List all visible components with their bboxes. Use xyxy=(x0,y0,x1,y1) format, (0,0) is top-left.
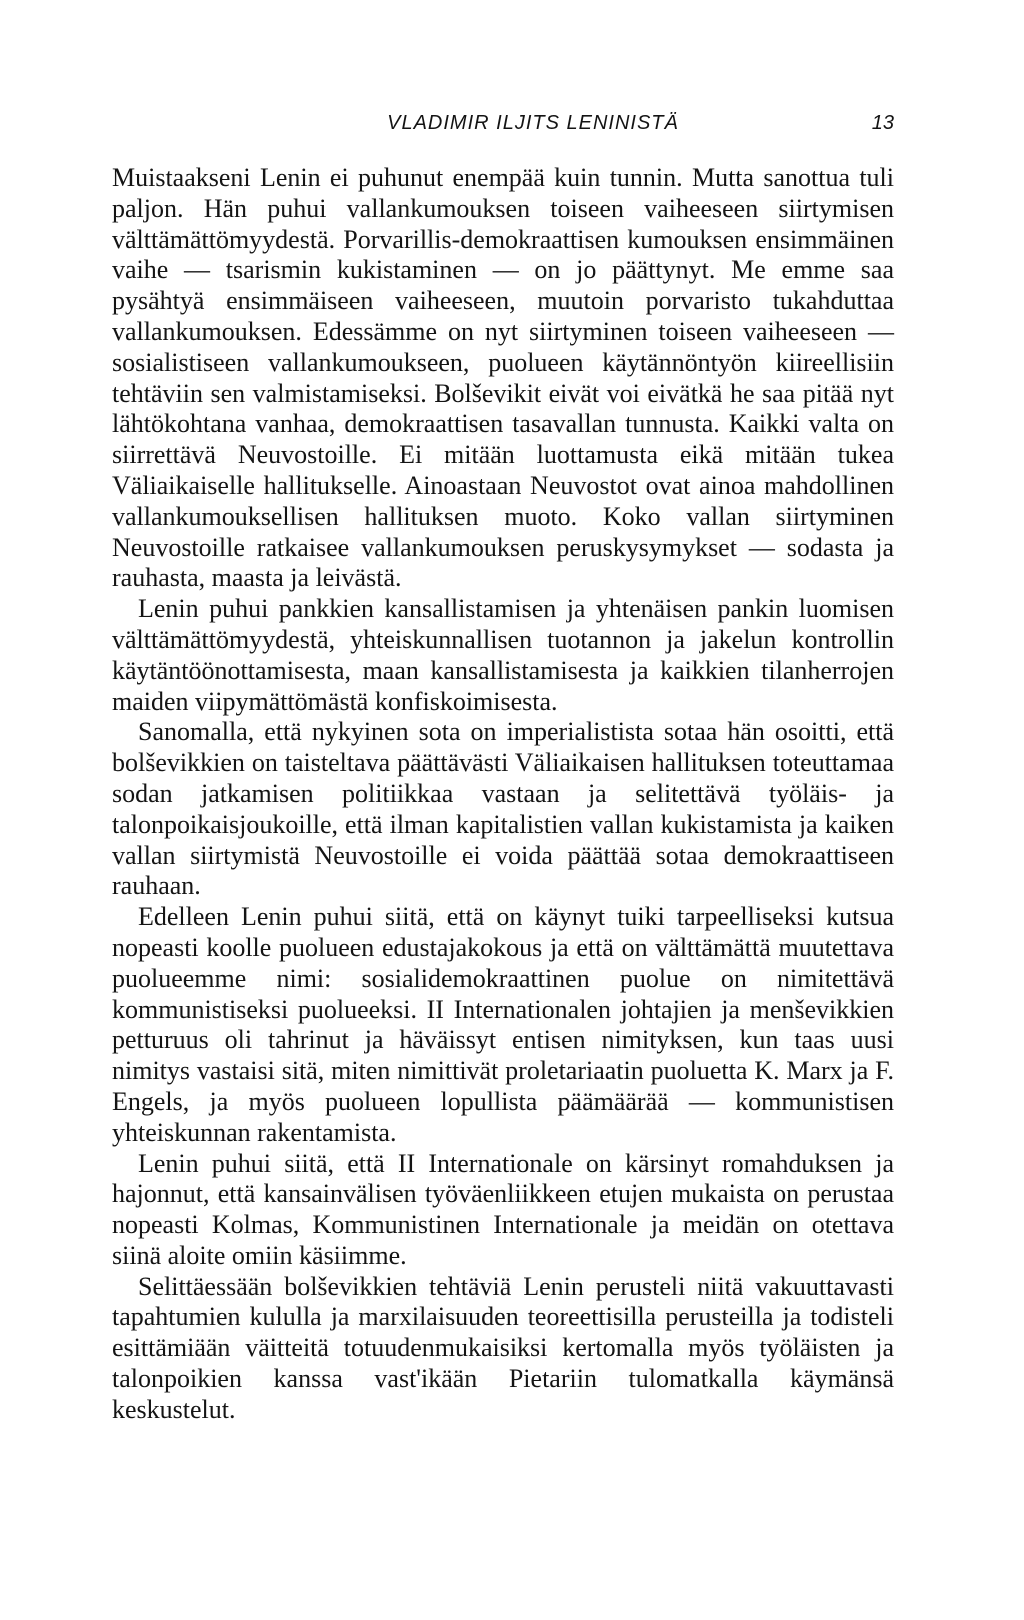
paragraph-2: Lenin puhui pankkien kansallistamisen ja yhtenäisen pankin luomisen välttämättömyydestä, yhteiskunnallisen tuotannon ja jakelun kontrollin käytäntöönottamisesta, maan kansallistamisesta ja kaikkien tilanherrojen maiden viipymättömästä konfiskoimisesta. xyxy=(112,594,894,716)
paragraph-6: Selittäessään bolševikkien tehtäviä Lenin perusteli niitä vakuuttavasti tapahtumien kululla ja marxilaisuuden teoreettisilla perusteilla ja todisteli esittämiään väitteitä totuudenmukaisiksi kertomalla myös työläisten ja talonpoikien kanssa vast'ikään Pietariin tulomatkalla käymänsä keskustelut. xyxy=(112,1271,894,1424)
paragraph-4: Edelleen Lenin puhui siitä, että on käynyt tuiki tarpeelliseksi kutsua nopeasti koolle puolueen edustajakokous ja että on välttämättä muutettava puolueemme nimi: sosialidemokraattinen puolue on nimitettävä kommunistiseksi puolueeksi. II Internationalen johtajien ja menševikkien petturuus oli tahrinut ja häväissyt entisen nimityksen, kun taas uusi nimitys vastaisi sitä, miten nimittivät proletariaatin puoluetta K. Marx ja F. Engels, ja myös puolueen lopullista päämäärää — kommunistisen yhteiskunnan rakentamista. xyxy=(112,902,894,1147)
paragraph-5: Lenin puhui siitä, että II Internationale on kärsinyt romahduksen ja hajonnut, että kansainvälisen työväenliikkeen etujen mukaista on perustaa nopeasti Kolmas, Kommunistinen Internationale ja meidän on otettava siinä aloite omiin käsiimme. xyxy=(112,1148,894,1270)
page-number: 13 xyxy=(871,112,894,134)
page-header xyxy=(112,112,894,148)
body-text xyxy=(112,163,894,1426)
paragraph-1: Muistaakseni Lenin ei puhunut enempää kuin tunnin. Mutta sanottua tuli paljon. Hän puhui vallankumouksen toiseen vaiheeseen siirtymisen välttämättömyydestä. Porvarillis-demokraattisen kumouksen ensimmäinen vaihe — tsarismin kukistaminen — on jo päättynyt. Me emme saa pysähtyä ensimmäiseen vaiheeseen, muutoin porvaristo tukahduttaa vallankumouksen. Edessämme on nyt siirtyminen toiseen vaiheeseen — sosialistiseen vallankumoukseen, puolueen käytännöntyön kiireellisiin tehtäviin sen valmistamiseksi. Bolševikit eivät voi eivätkä he saa pitää nyt lähtökohtana vanhaa, demokraattisen tasavallan tunnusta. Kaikki valta on siirrettävä Neuvostoille. Ei mitään luottamusta eikä mitään tukea Väliaikaiselle hallitukselle. Ainoastaan Neuvostot ovat ainoa mahdollinen vallankumouksellisen hallituksen muoto. Koko vallan siirtyminen Neuvostoille ratkaisee vallankumouksen peruskysymykset — sodasta ja rauhasta, maasta ja leivästä. xyxy=(112,163,894,593)
paragraph-3: Sanomalla, että nykyinen sota on imperialistista sotaa hän osoitti, että bolševikkien on taisteltava päättävästi Väliaikaisen hallituksen toteuttamaa sodan jatkamisen politiikkaa vastaan ja selitettävä työläis- ja talonpoikaisjoukoille, että ilman kapitalistien vallan kukistamista ja kaiken vallan siirtymistä Neuvostoille ei voida päättää sotaa demokraattiseen rauhaan. xyxy=(112,717,894,901)
running-title: VLADIMIR ILJITS LENINISTÄ xyxy=(387,112,679,134)
